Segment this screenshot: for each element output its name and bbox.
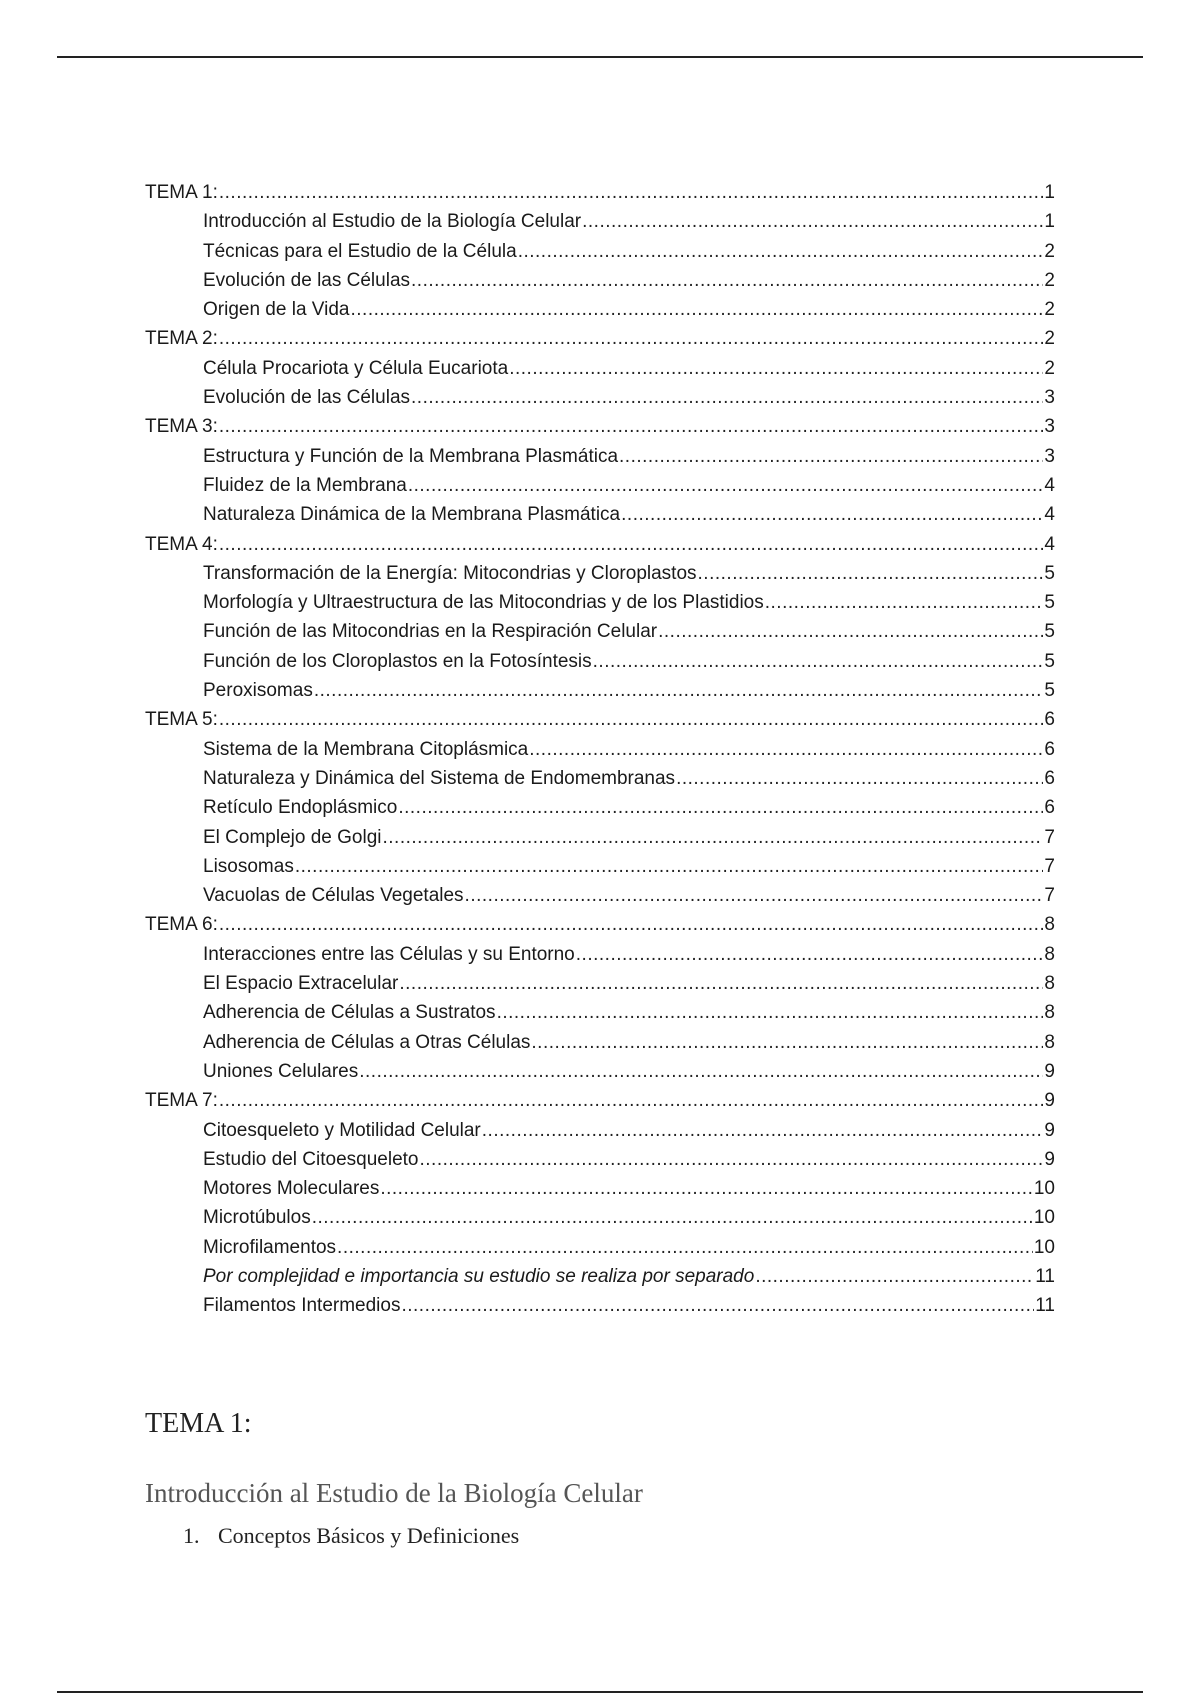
toc-entry-title: Por complejidad e importancia su estudio se realiza por separado	[203, 1265, 755, 1287]
toc-entry[interactable]	[145, 823, 1055, 852]
toc-entry-page: 8	[1044, 1002, 1055, 1024]
toc-entry-title: TEMA 6:	[145, 914, 218, 936]
toc-entry[interactable]	[145, 471, 1055, 500]
toc-entry-tema[interactable]	[145, 178, 1055, 207]
toc-entry-title: Retículo Endoplásmico	[203, 797, 398, 819]
toc-entry[interactable]	[145, 500, 1055, 529]
toc-entry[interactable]	[145, 354, 1055, 383]
toc-dot-leader	[399, 969, 1043, 998]
toc-entry[interactable]	[145, 1028, 1055, 1057]
toc-entry-page: 2	[1044, 328, 1055, 350]
toc-entry-page: 2	[1044, 269, 1055, 291]
toc-entry-page: 5	[1044, 562, 1055, 584]
toc-entry[interactable]	[145, 237, 1055, 266]
toc-entry[interactable]	[145, 881, 1055, 910]
toc-entry-title: Evolución de las Células	[203, 387, 411, 409]
toc-entry-page: 1	[1044, 211, 1055, 233]
toc-dot-leader	[398, 793, 1043, 822]
toc-entry[interactable]	[145, 617, 1055, 646]
toc-dot-leader	[518, 237, 1044, 266]
toc-entry-title: Transformación de la Energía: Mitocondrias y Cloroplastos	[203, 562, 697, 584]
toc-entry-page: 10	[1033, 1207, 1055, 1229]
toc-entry-tema[interactable]	[145, 705, 1055, 734]
toc-entry[interactable]	[145, 764, 1055, 793]
toc-entry-title: Sistema de la Membrana Citoplásmica	[203, 738, 529, 760]
toc-entry-page: 5	[1044, 650, 1055, 672]
toc-entry[interactable]	[145, 1262, 1055, 1291]
toc-dot-leader	[219, 324, 1044, 353]
toc-entry-page: 6	[1044, 709, 1055, 731]
toc-entry-title: Adherencia de Células a Sustratos	[203, 1002, 496, 1024]
toc-dot-leader	[219, 1086, 1044, 1115]
toc-dot-leader	[755, 1262, 1034, 1291]
toc-entry-title: Función de los Cloroplastos en la Fotosíntesis	[203, 650, 592, 672]
toc-entry[interactable]	[145, 969, 1055, 998]
toc-entry[interactable]	[145, 1291, 1055, 1320]
toc-entry[interactable]	[145, 442, 1055, 471]
toc-entry-title: Microfilamentos	[203, 1236, 337, 1258]
toc-entry-page: 3	[1044, 416, 1055, 438]
toc-entry[interactable]	[145, 1174, 1055, 1203]
toc-entry-page: 6	[1044, 767, 1055, 789]
toc-dot-leader	[219, 910, 1044, 939]
toc-entry-page: 8	[1044, 914, 1055, 936]
toc-entry-page: 9	[1044, 1090, 1055, 1112]
toc-dot-leader	[529, 735, 1043, 764]
toc-entry-tema[interactable]	[145, 910, 1055, 939]
toc-dot-leader	[359, 1057, 1043, 1086]
toc-entry-title: TEMA 2:	[145, 328, 218, 350]
toc-entry[interactable]	[145, 1145, 1055, 1174]
toc-dot-leader	[401, 1291, 1034, 1320]
toc-entry-page: 8	[1044, 943, 1055, 965]
toc-dot-leader	[219, 178, 1044, 207]
toc-entry[interactable]	[145, 852, 1055, 881]
toc-dot-leader	[411, 266, 1043, 295]
toc-entry-title: Peroxisomas	[203, 680, 313, 702]
toc-entry-tema[interactable]	[145, 1086, 1055, 1115]
toc-entry-title: Interacciones entre las Células y su Entorno	[203, 943, 575, 965]
toc-dot-leader	[482, 1116, 1044, 1145]
toc-entry-title: Técnicas para el Estudio de la Célula	[203, 240, 517, 262]
toc-entry-title: Célula Procariota y Célula Eucariota	[203, 357, 509, 379]
toc-entry[interactable]	[145, 559, 1055, 588]
toc-dot-leader	[621, 500, 1043, 529]
toc-entry-title: TEMA 7:	[145, 1090, 218, 1112]
subsection-heading: Introducción al Estudio de la Biología Celular	[145, 1478, 643, 1508]
toc-entry-title: TEMA 4:	[145, 533, 218, 555]
toc-entry-title: TEMA 1:	[145, 182, 218, 203]
toc-dot-leader	[531, 1028, 1043, 1057]
numbered-list-item	[183, 1523, 519, 1549]
toc-entry[interactable]	[145, 1116, 1055, 1145]
toc-dot-leader	[619, 442, 1043, 471]
toc-entry-title: Estudio del Citoesqueleto	[203, 1148, 419, 1170]
toc-entry-title: Morfología y Ultraestructura de las Mitocondrias y de los Plastidios	[203, 592, 764, 614]
toc-entry[interactable]	[145, 1057, 1055, 1086]
toc-dot-leader	[337, 1233, 1033, 1262]
toc-entry-page: 4	[1044, 504, 1055, 526]
toc-entry-title: TEMA 3:	[145, 416, 218, 438]
toc-dot-leader	[576, 940, 1044, 969]
toc-entry[interactable]	[145, 266, 1055, 295]
table-of-contents	[145, 178, 1055, 1321]
toc-entry-title: Estructura y Función de la Membrana Plasmática	[203, 445, 619, 467]
toc-entry-title: Microtúbulos	[203, 1207, 311, 1229]
toc-entry-title: Vacuolas de Células Vegetales	[203, 885, 464, 907]
toc-entry[interactable]	[145, 940, 1055, 969]
toc-dot-leader	[219, 412, 1044, 441]
toc-dot-leader	[219, 530, 1044, 559]
toc-entry-page: 9	[1044, 1119, 1055, 1141]
toc-entry-page: 7	[1044, 855, 1055, 877]
toc-entry[interactable]	[145, 676, 1055, 705]
list-item-number: 1.	[183, 1523, 200, 1548]
toc-entry[interactable]	[145, 207, 1055, 236]
toc-dot-leader	[411, 383, 1043, 412]
toc-entry[interactable]	[145, 588, 1055, 617]
toc-entry-page: 5	[1044, 592, 1055, 614]
toc-entry[interactable]	[145, 295, 1055, 324]
toc-entry-tema[interactable]	[145, 412, 1055, 441]
toc-dot-leader	[408, 471, 1044, 500]
toc-entry-title: Función de las Mitocondrias en la Respiración Celular	[203, 621, 658, 643]
toc-dot-leader	[497, 998, 1044, 1027]
toc-entry-page: 2	[1044, 240, 1055, 262]
toc-dot-leader	[676, 764, 1043, 793]
toc-entry-page: 4	[1044, 474, 1055, 496]
toc-entry-page: 10	[1033, 1178, 1055, 1200]
toc-entry[interactable]	[145, 647, 1055, 676]
toc-entry-title: Uniones Celulares	[203, 1060, 359, 1082]
toc-entry-title: Origen de la Vida	[203, 299, 350, 321]
toc-entry-title: Naturaleza y Dinámica del Sistema de Endomembranas	[203, 767, 676, 789]
toc-entry[interactable]	[145, 735, 1055, 764]
toc-entry-title: El Espacio Extracelular	[203, 973, 399, 995]
toc-dot-leader	[219, 705, 1044, 734]
list-item-text: Conceptos Básicos y Definiciones	[218, 1523, 520, 1548]
toc-entry-title: Filamentos Intermedios	[203, 1295, 401, 1317]
toc-entry-title: Naturaleza Dinámica de la Membrana Plasmática	[203, 504, 621, 526]
toc-entry[interactable]	[145, 998, 1055, 1027]
bottom-rule	[57, 1691, 1143, 1693]
toc-dot-leader	[658, 617, 1043, 646]
toc-entry-title: Lisosomas	[203, 855, 294, 877]
toc-entry-tema[interactable]	[145, 530, 1055, 559]
toc-entry-title: Fluidez de la Membrana	[203, 474, 407, 496]
toc-entry-page: 6	[1044, 797, 1055, 819]
toc-entry-page: 6	[1044, 738, 1055, 760]
toc-entry-page: 3	[1044, 387, 1055, 409]
toc-dot-leader	[765, 588, 1044, 617]
toc-entry-page: 1	[1044, 182, 1055, 203]
toc-entry-page: 8	[1044, 1031, 1055, 1053]
toc-entry-title: Citoesqueleto y Motilidad Celular	[203, 1119, 481, 1141]
toc-entry-page: 9	[1044, 1060, 1055, 1082]
section-heading-tema-1: TEMA 1:	[145, 1408, 252, 1439]
toc-dot-leader	[350, 295, 1043, 324]
toc-dot-leader	[593, 647, 1044, 676]
toc-entry-title: Adherencia de Células a Otras Células	[203, 1031, 531, 1053]
toc-entry-title: Introducción al Estudio de la Biología Celular	[203, 211, 582, 233]
toc-entry-page: 2	[1044, 357, 1055, 379]
toc-entry-page: 10	[1033, 1236, 1055, 1258]
toc-entry-page: 3	[1044, 445, 1055, 467]
toc-entry-page: 11	[1035, 1295, 1055, 1317]
toc-entry-page: 7	[1044, 885, 1055, 907]
toc-entry[interactable]	[145, 383, 1055, 412]
toc-entry-title: El Complejo de Golgi	[203, 826, 382, 848]
top-rule	[57, 56, 1143, 58]
toc-entry[interactable]	[145, 793, 1055, 822]
toc-dot-leader	[380, 1174, 1033, 1203]
toc-dot-leader	[382, 823, 1043, 852]
toc-dot-leader	[582, 207, 1043, 236]
toc-dot-leader	[295, 852, 1044, 881]
toc-entry-tema[interactable]	[145, 324, 1055, 353]
toc-entry-title: TEMA 5:	[145, 709, 218, 731]
toc-entry-title: Motores Moleculares	[203, 1178, 380, 1200]
toc-entry-page: 11	[1035, 1265, 1055, 1287]
toc-entry-title: Evolución de las Células	[203, 269, 411, 291]
toc-entry-page: 9	[1044, 1148, 1055, 1170]
toc-entry-page: 2	[1044, 299, 1055, 321]
toc-entry-page: 7	[1044, 826, 1055, 848]
toc-entry-page: 8	[1044, 973, 1055, 995]
toc-dot-leader	[698, 559, 1044, 588]
toc-entry-page: 5	[1044, 621, 1055, 643]
toc-entry[interactable]	[145, 1233, 1055, 1262]
toc-dot-leader	[312, 1203, 1033, 1232]
toc-dot-leader	[509, 354, 1043, 383]
toc-entry[interactable]	[145, 1203, 1055, 1232]
toc-dot-leader	[314, 676, 1044, 705]
toc-dot-leader	[465, 881, 1044, 910]
toc-dot-leader	[419, 1145, 1043, 1174]
toc-entry-page: 4	[1044, 533, 1055, 555]
toc-entry-page: 5	[1044, 680, 1055, 702]
